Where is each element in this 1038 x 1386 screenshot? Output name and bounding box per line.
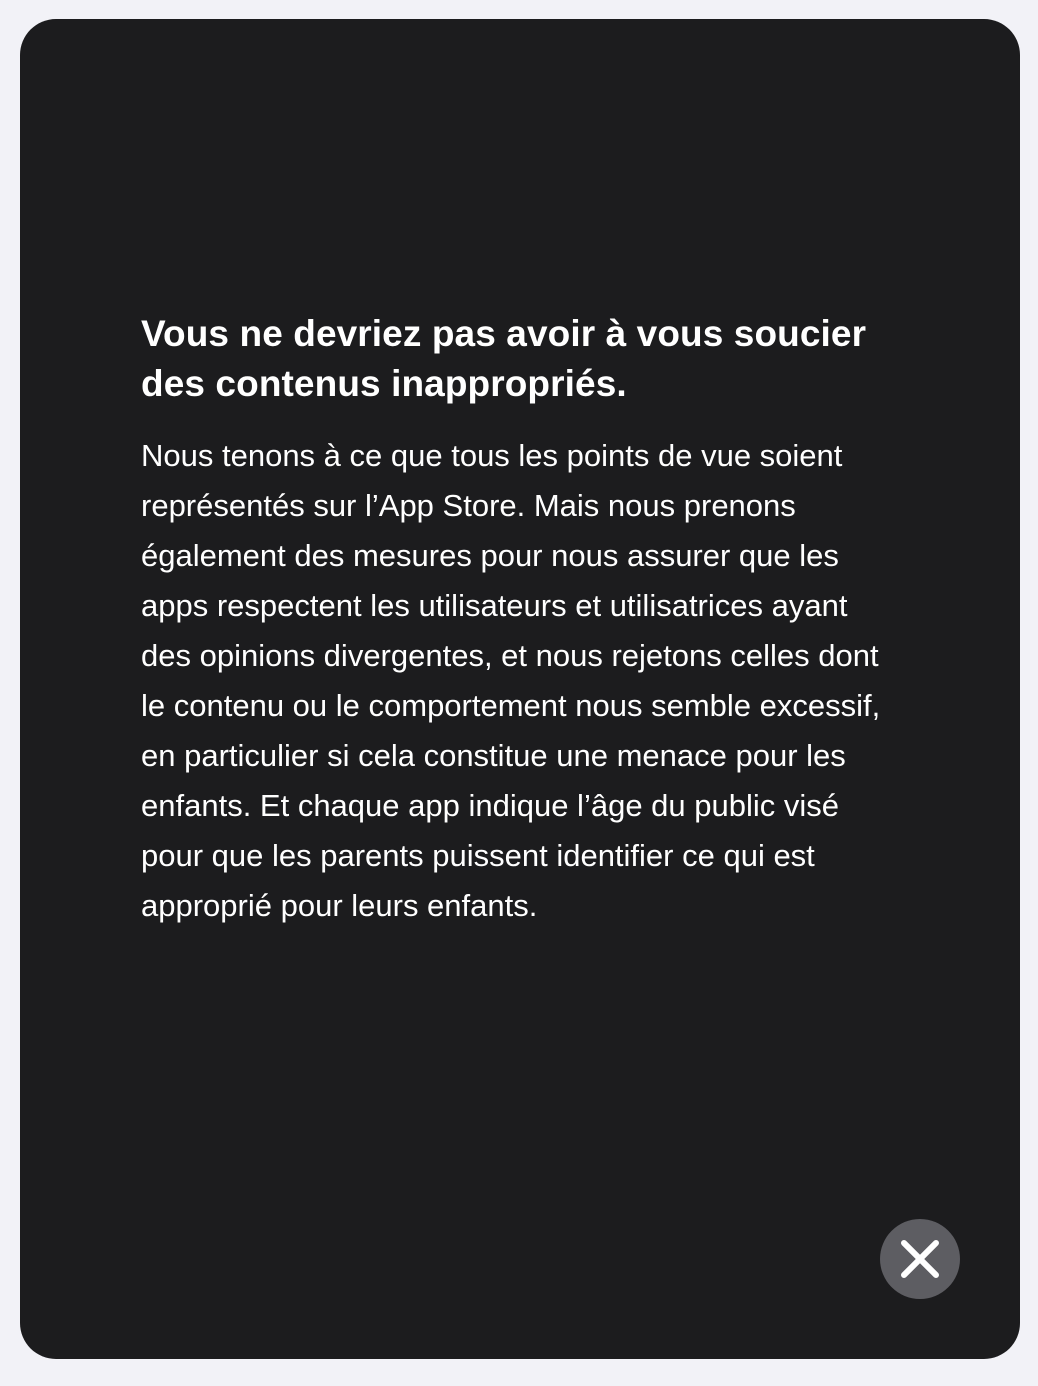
card-title: Vous ne devriez pas avoir à vous soucier des contenus inappropriés.: [141, 313, 867, 404]
close-icon: [900, 1239, 940, 1279]
card-body-text: Nous tenons à ce que tous les points de vue soient représentés sur l’App Store. Mais nous prenons également des mesures pour nous assurer que les apps respectent les utilisateurs et utilisatrices ayant des opinions divergentes, et nous rejetons celles dont le contenu ou le comportement nous semble excessif, en particulier si cela constitue une menace pour les enfants. Et chaque app indique l’âge du public visé pour que les parents puissent identifier ce qui est approprié pour leurs enfants.: [141, 438, 881, 923]
info-card: [20, 19, 1020, 1359]
close-button[interactable]: [880, 1219, 960, 1299]
card-content: [141, 309, 881, 931]
